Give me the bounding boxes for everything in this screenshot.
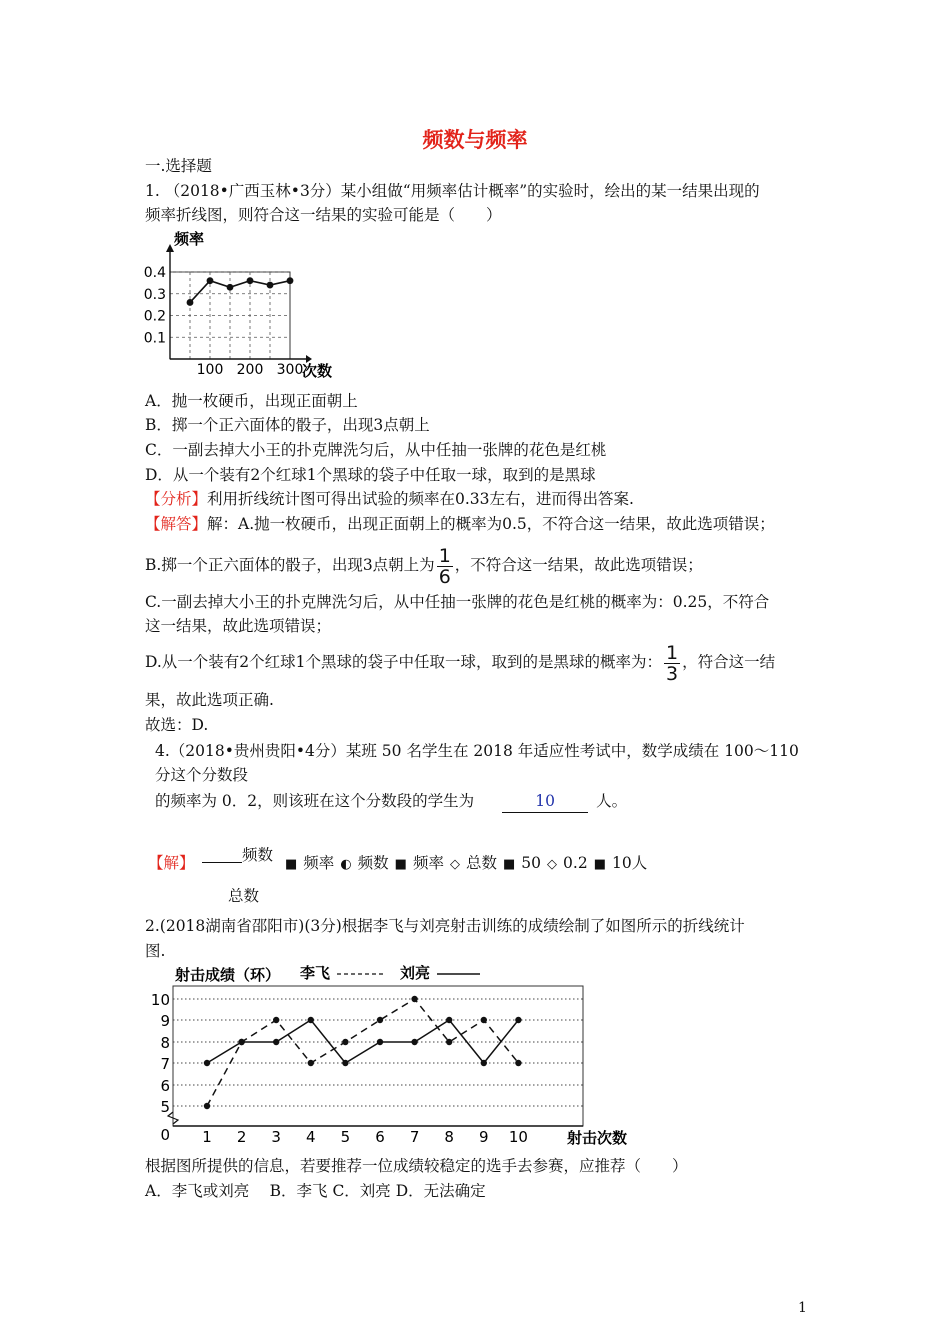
x-tick-label: 300 — [276, 362, 304, 378]
y-tick-label: 7 — [160, 1055, 170, 1073]
seq-item: 频数 — [357, 854, 389, 872]
x-tick-label: 100 — [196, 362, 224, 378]
solution-d-post: ，符合这一结 — [682, 653, 776, 671]
data-point — [411, 996, 417, 1002]
q4-fraction-numerator: 频数 — [242, 846, 274, 864]
q1-stem-line1: 1. （2018•广西玉林•3分）某小组做“用频率估计概率”的实验时，绘出的某一结果出现的 — [145, 182, 760, 200]
seq-item: 总数 — [465, 854, 497, 872]
seq-item: 频率 — [412, 854, 444, 872]
section-heading: 一.选择题 — [145, 157, 212, 175]
y-axis-label: 射击成绩（环） — [175, 966, 281, 984]
x-tick-label: 9 — [479, 1128, 489, 1146]
q2-options: A．李飞或刘亮 B．李飞 C．刘亮 D．无法确定 — [145, 1182, 486, 1200]
y-tick-label: 8 — [160, 1034, 170, 1052]
data-point — [515, 1060, 521, 1066]
data-point — [446, 1017, 452, 1023]
analysis-text: 利用折线统计图可得出试验的频率在0.33左右，进而得出答案. — [207, 490, 634, 508]
x-tick-label: 2 — [236, 1128, 247, 1146]
diamond-glyph-icon: ◇ — [547, 857, 558, 872]
y-tick-label: 9 — [160, 1012, 170, 1030]
solution-b-post: ，不符合这一结果，故此选项错误； — [454, 556, 703, 574]
y-tick-label: 0.1 — [143, 330, 166, 347]
seq-item: 频率 — [303, 854, 335, 872]
data-point — [238, 1039, 244, 1045]
q1-solution-c1: C.一副去掉大小王的扑克牌洗匀后，从中任抽一张牌的花色是红桃的概率为：0.25，不符合 — [145, 593, 770, 611]
x-tick-label: 5 — [340, 1128, 351, 1146]
q1-option-c: C．一副去掉大小王的扑克牌洗匀后，从中任抽一张牌的花色是红桃 — [145, 441, 607, 459]
fraction-one-third — [664, 643, 680, 684]
half-circle-glyph-icon: ◐ — [340, 857, 352, 872]
data-point — [207, 277, 214, 284]
y-tick-label: 0.2 — [143, 308, 166, 325]
shooting-score-line-chart — [140, 958, 628, 1154]
data-point — [481, 1060, 487, 1066]
x-tick-label: 1 — [202, 1128, 212, 1146]
x-tick-label: 4 — [306, 1128, 316, 1146]
square-glyph-icon: ■ — [394, 857, 407, 872]
fraction-bar — [202, 862, 242, 863]
data-point — [515, 1017, 521, 1023]
fraction-denominator: 3 — [666, 662, 679, 685]
q1-option-b: B．掷一个正六面体的骰子，出现3点朝上 — [145, 416, 430, 434]
data-point — [377, 1039, 383, 1045]
data-point — [342, 1039, 348, 1045]
q1-stem-line2: 频率折线图，则符合这一结果的实验可能是（ ） — [145, 206, 502, 224]
y-tick-label: 0.3 — [143, 286, 166, 303]
data-point — [481, 1017, 487, 1023]
x-axis-label: 次数 — [302, 362, 333, 380]
q1-solution-b — [145, 544, 703, 587]
data-point — [273, 1039, 279, 1045]
seq-item: 50 — [521, 854, 542, 872]
frequency-line-chart — [140, 228, 340, 380]
data-point — [267, 282, 274, 289]
x-tick-label: 6 — [375, 1128, 385, 1146]
q1-answer: 故选：D. — [145, 716, 209, 734]
q1-solution-c2: 这一结果，故此选项错误； — [145, 617, 332, 635]
square-glyph-icon: ■ — [593, 857, 606, 872]
q4-fraction-denominator: 总数 — [228, 887, 260, 905]
solution-b-pre: B.掷一个正六面体的骰子，出现3点朝上为 — [145, 556, 435, 574]
fraction-denominator: 6 — [438, 565, 451, 588]
page-title: 频数与频率 — [422, 128, 528, 152]
x-tick-label: 200 — [236, 362, 264, 378]
square-glyph-icon: ■ — [503, 857, 516, 872]
square-glyph-icon: ■ — [285, 857, 298, 872]
data-point — [308, 1060, 314, 1066]
data-point — [342, 1060, 348, 1066]
data-point — [247, 277, 254, 284]
y-axis-arrow-icon — [166, 244, 174, 252]
series-line — [190, 281, 290, 303]
solution-a-text: 解：A.抛一枚硬币，出现正面朝上的概率为0.5，不符合这一结果，故此选项错误； — [207, 515, 775, 533]
origin-label: 0 — [160, 1126, 170, 1144]
answer-blank: 10 — [502, 790, 588, 813]
data-point — [308, 1017, 314, 1023]
q1-analysis — [145, 488, 634, 510]
data-point — [204, 1103, 210, 1109]
x-tick-label: 10 — [508, 1128, 528, 1146]
data-point — [273, 1017, 279, 1023]
q2-stem-line2: 图. — [145, 942, 166, 960]
data-point — [287, 277, 294, 284]
fraction-numerator: 1 — [438, 544, 451, 567]
x-axis-label: 射击次数 — [567, 1129, 628, 1147]
data-point — [187, 299, 194, 306]
legend-label: 刘亮 — [400, 964, 431, 982]
y-tick-label: 10 — [150, 991, 170, 1009]
page-number: 1 — [798, 1300, 807, 1316]
y-axis-label: 频率 — [174, 230, 205, 248]
solution-tag: 【解答】 — [145, 515, 208, 533]
x-tick-label: 7 — [409, 1128, 420, 1146]
q4-stem-line3 — [155, 790, 627, 813]
q4-line3-pre: 的频率为 0．2，则该班在这个分数段的学生为 — [155, 792, 475, 810]
q4-solution-sequence — [285, 852, 647, 876]
fraction-one-sixth — [437, 546, 453, 587]
q4-fraction — [202, 843, 242, 863]
analysis-tag: 【分析】 — [145, 490, 208, 508]
q2-question: 根据图所提供的信息，若要推荐一位成绩较稳定的选手去参赛，应推荐（ ） — [145, 1157, 688, 1175]
seq-item: 10人 — [611, 854, 648, 872]
seq-item: 0.2 — [563, 854, 588, 872]
legend-label: 李飞 — [300, 964, 331, 982]
q4-solution — [148, 852, 195, 874]
x-tick-label: 3 — [271, 1128, 281, 1146]
q4-stem-line2: 分这个分数段 — [155, 766, 249, 784]
q1-solution-d2: 果，故此选项正确. — [145, 691, 274, 709]
fraction-numerator: 1 — [666, 641, 679, 664]
data-point — [204, 1060, 210, 1066]
q1-option-a: A．抛一枚硬币，出现正面朝上 — [145, 392, 358, 410]
data-point — [411, 1039, 417, 1045]
q1-solution-d — [145, 641, 775, 684]
data-point — [446, 1039, 452, 1045]
q4-line3-post: 人。 — [596, 792, 628, 810]
y-tick-label: 6 — [160, 1077, 170, 1095]
solution-d-pre: D.从一个装有2个红球1个黑球的袋子中任取一球，取到的是黑球的概率为： — [145, 653, 663, 671]
q1-option-d: D．从一个装有2个红球1个黑球的袋子中任取一球，取到的是黑球 — [145, 466, 596, 484]
diamond-glyph-icon: ◇ — [449, 857, 460, 872]
y-tick-label: 5 — [160, 1098, 170, 1116]
data-point — [377, 1017, 383, 1023]
q2-stem-line1: 2.(2018湖南省邵阳市)(3分)根据李飞与刘亮射击训练的成绩绘制了如图所示的折线统计 — [145, 917, 745, 935]
q4-solution-tag: 【解】 — [148, 854, 195, 872]
series-line-liuliang — [207, 1020, 518, 1063]
q4-stem-line1: 4.（2018•贵州贵阳•4分）某班 50 名学生在 2018 年适应性考试中，数学成绩在 100～110 — [155, 742, 799, 760]
y-tick-label: 0.4 — [143, 265, 166, 281]
data-point — [227, 284, 234, 291]
plot-frame — [173, 986, 583, 1126]
q1-solution-a — [145, 513, 775, 535]
x-tick-label: 8 — [444, 1128, 454, 1146]
